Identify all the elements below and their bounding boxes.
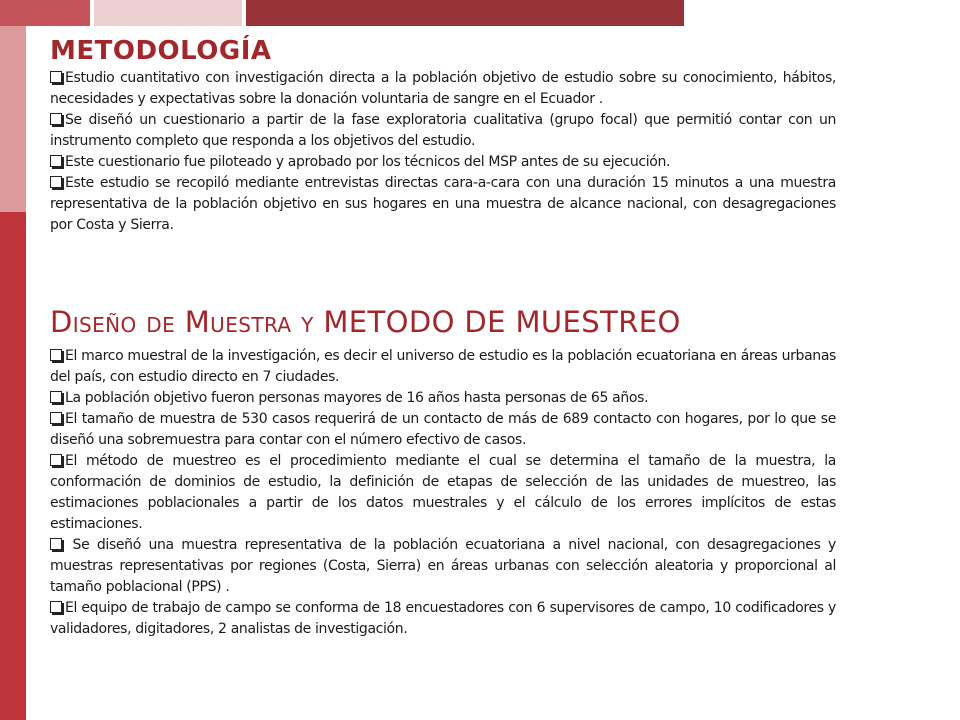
list-item	[50, 388, 836, 409]
list-item-text: El método de muestreo es el procedimiento mediante el cual se determina el tamaño de la muestra, la conformación de dominios de estudio, la definición de etapas de selección de las unidades de muestreo, las estimaciones poblacionales a partir de los datos muestrales y el cálculo de los errores implícitos de estas estimaciones.	[50, 453, 836, 532]
top-bar-left	[0, 0, 90, 26]
square-bullet-icon	[50, 155, 62, 167]
section-title-metodologia: METODOLOGÍA	[50, 36, 272, 66]
list-item	[50, 598, 836, 640]
list-item-text: El equipo de trabajo de campo se conforma de 18 encuestadores con 6 supervisores de campo, 10 codificadores y validadores, digitadores, 2 analistas de investigación.	[50, 600, 836, 637]
list-item	[50, 346, 836, 388]
list-item-text: Este estudio se recopiló mediante entrevistas directas cara-a-cara con una duración 15 minutos a una muestra representativa de la población objetivo en sus hogares en una muestra de alcance nacional, con desagregaciones por Costa y Sierra.	[50, 175, 836, 233]
square-bullet-icon	[50, 113, 62, 125]
square-bullet-icon	[50, 412, 62, 424]
list-item	[50, 451, 836, 535]
title-part-metodo: METODO DE MUESTREO	[323, 305, 681, 339]
list-item	[50, 152, 836, 173]
title-part-diseno: Diseño de Muestra y	[50, 305, 314, 339]
list-item-text: Se diseñó un cuestionario a partir de la fase exploratoria cualitativa (grupo focal) que permitió contar con un instrumento completo que responda a los objetivos del estudio.	[50, 112, 836, 149]
top-bar-dark	[246, 0, 684, 26]
square-bullet-icon	[50, 538, 62, 550]
list-item-text: La población objetivo fueron personas mayores de 16 años hasta personas de 65 años.	[65, 390, 649, 406]
section1-bullet-list	[50, 68, 836, 236]
square-bullet-icon	[50, 391, 62, 403]
section-title-diseno-muestra	[50, 305, 681, 339]
list-item	[50, 409, 836, 451]
list-item-text: Estudio cuantitativo con investigación directa a la población objetivo de estudio sobre su conocimiento, hábitos, necesidades y expectativas sobre la donación voluntaria de sangre en el Ecuador .	[50, 70, 836, 107]
list-item-text: Se diseñó una muestra representativa de la población ecuatoriana a nivel nacional, con desagregaciones y muestras representativas por regiones (Costa, Sierra) en áreas urbanas con selección aleatoria y proporcional al tamaño poblacional (PPS) .	[50, 537, 836, 595]
list-item-text: El marco muestral de la investigación, es decir el universo de estudio es la población ecuatoriana en áreas urbanas del país, con estudio directo en 7 ciudades.	[50, 348, 836, 385]
list-item	[50, 68, 836, 110]
top-bar-light	[94, 0, 242, 26]
left-strip-dark	[0, 212, 26, 720]
list-item	[50, 110, 836, 152]
section2-bullet-list	[50, 346, 836, 640]
list-item-text: El tamaño de muestra de 530 casos requerirá de un contacto de más de 689 contacto con hogares, por lo que se diseñó una sobremuestra para contar con el número efectivo de casos.	[50, 411, 836, 448]
square-bullet-icon	[50, 349, 62, 361]
square-bullet-icon	[50, 176, 62, 188]
list-item	[50, 535, 836, 598]
square-bullet-icon	[50, 601, 62, 613]
square-bullet-icon	[50, 71, 62, 83]
list-item	[50, 173, 836, 236]
list-item-text: Este cuestionario fue piloteado y aprobado por los técnicos del MSP antes de su ejecución.	[65, 154, 671, 170]
left-strip-light	[0, 26, 26, 212]
square-bullet-icon	[50, 454, 62, 466]
